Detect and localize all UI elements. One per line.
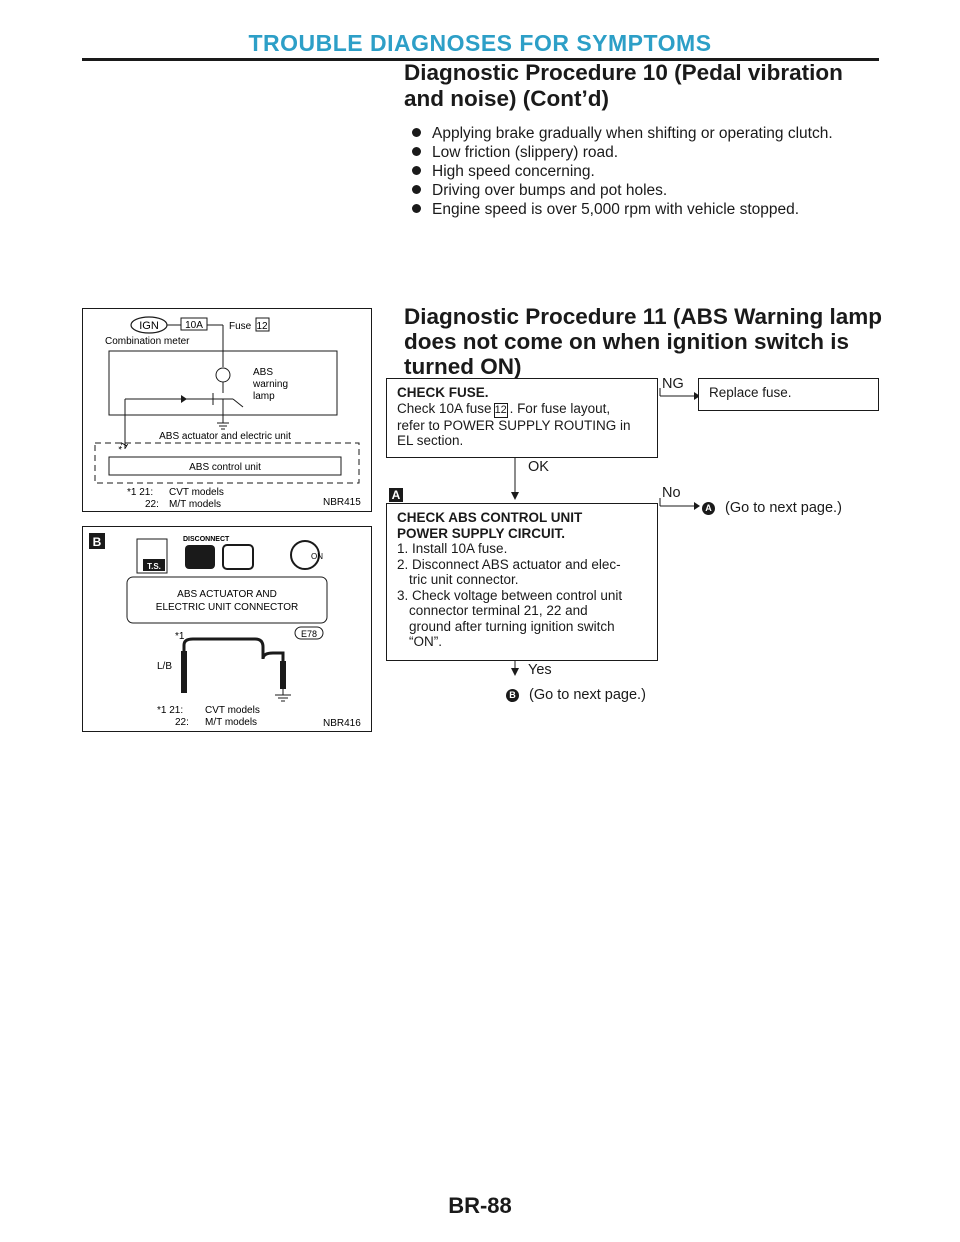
no-arrow [658, 496, 702, 516]
cvt-label: CVT models [169, 487, 224, 498]
ng-label: NG [662, 376, 684, 392]
e78-label: E78 [300, 629, 318, 639]
ng-arrow [658, 386, 698, 406]
ign-label: IGN [139, 320, 159, 332]
goto-next-page-a: A (Go to next page.) [702, 500, 842, 516]
ok-arrow [509, 458, 521, 504]
power-supply-title2: POWER SUPPLY CIRCUIT. [397, 525, 566, 541]
connector-icon-right [223, 545, 253, 569]
note-prefix: *1 21: [157, 705, 184, 716]
no-label: No [662, 485, 681, 501]
fuse-number: 12 [256, 321, 268, 332]
wiring-diagram-figure [82, 308, 372, 512]
probe-positive [181, 651, 187, 693]
yes-arrow [509, 660, 521, 680]
figure-code: NBR415 [323, 497, 361, 508]
check-power-supply-box [386, 503, 658, 661]
condition-list [410, 124, 880, 219]
circle-a-icon: A [702, 502, 715, 515]
marker-a: A [389, 486, 403, 504]
abs-lamp-line2: warning [253, 379, 289, 390]
connector-label-box [127, 577, 327, 623]
step-3a: 3. Check voltage between control unit [397, 587, 623, 603]
list-item: High speed concerning. [410, 162, 880, 181]
mt-label: M/T models [205, 717, 258, 728]
fuse-number-box: 12 [494, 403, 507, 416]
check-fuse-box [386, 378, 658, 458]
circle-b-icon: B [506, 689, 519, 702]
mt-label: M/T models [169, 499, 222, 510]
combination-meter-label: Combination meter [105, 336, 190, 347]
figure-code: NBR416 [323, 718, 361, 729]
note-prefix: *1 21: [127, 487, 154, 498]
fuse-label: Fuse [229, 321, 252, 332]
warning-lamp-symbol [216, 368, 230, 382]
check-fuse-line2: refer to POWER SUPPLY ROUTING in [397, 417, 631, 433]
list-item: Engine speed is over 5,000 rpm with vehicle stopped. [410, 200, 880, 219]
step-1: 1. Install 10A fuse. [397, 541, 508, 556]
marker-b: B [92, 535, 102, 549]
list-item: Applying brake gradually when shifting or operating clutch. [410, 124, 880, 143]
disconnect-label: DISCONNECT [183, 536, 230, 543]
procedure-11-title: Diagnostic Procedure 11 (ABS Warning lamp does not come on when ignition switch is turned ON) [404, 304, 883, 379]
ok-label: OK [528, 459, 549, 475]
check-fuse-line3: EL section. [397, 433, 464, 448]
connector-figure [82, 526, 372, 732]
connector-diagram [83, 527, 371, 731]
connector-line2: ELECTRIC UNIT CONNECTOR [155, 602, 299, 613]
on-label: ON [311, 552, 323, 561]
step-3b: connector terminal 21, 22 and [409, 603, 588, 618]
connector-icon-left [185, 545, 215, 569]
actuator-label: ABS actuator and electric unit [159, 431, 291, 442]
replace-fuse-text: Replace fuse. [709, 385, 792, 400]
yes-label: Yes [528, 662, 552, 678]
abs-lamp-line1: ABS [253, 367, 274, 378]
probe-ground [280, 661, 286, 689]
check-fuse-line1: Check 10A fuse 12 . For fuse layout, [397, 400, 611, 416]
replace-fuse-box [698, 378, 879, 411]
step-2b: tric unit connector. [409, 572, 519, 587]
step-3c: ground after turning ignition switch [409, 618, 615, 634]
note-22: 22: [145, 499, 159, 510]
amp-label: 10A [185, 320, 203, 331]
check-fuse-title: CHECK FUSE. [397, 385, 489, 400]
wiring-diagram [83, 309, 371, 511]
section-header: TROUBLE DIAGNOSES FOR SYMPTOMS [248, 30, 712, 56]
connector-line1: ABS ACTUATOR AND [177, 589, 277, 600]
step-3d: “ON”. [409, 634, 442, 649]
abs-lamp-line3: lamp [253, 391, 275, 402]
wire-label: L/B [157, 661, 173, 672]
note-22: 22: [175, 717, 189, 728]
step-2a: 2. Disconnect ABS actuator and elec- [397, 556, 621, 572]
control-unit-label: ABS control unit [189, 462, 261, 473]
power-supply-title1: CHECK ABS CONTROL UNIT [397, 510, 583, 525]
goto-next-page-b: B (Go to next page.) [506, 687, 646, 703]
page-number: BR-88 [448, 1193, 512, 1218]
star1-label: *1 [116, 439, 131, 454]
page-subtitle: Diagnostic Procedure 10 (Pedal vibration and noise) (Cont’d) [404, 60, 843, 111]
list-item: Driving over bumps and pot holes. [410, 181, 880, 200]
star1-label: *1 [175, 631, 185, 642]
cvt-label: CVT models [205, 705, 260, 716]
list-item: Low friction (slippery) road. [410, 143, 880, 162]
ts-label: T.S. [147, 562, 161, 571]
